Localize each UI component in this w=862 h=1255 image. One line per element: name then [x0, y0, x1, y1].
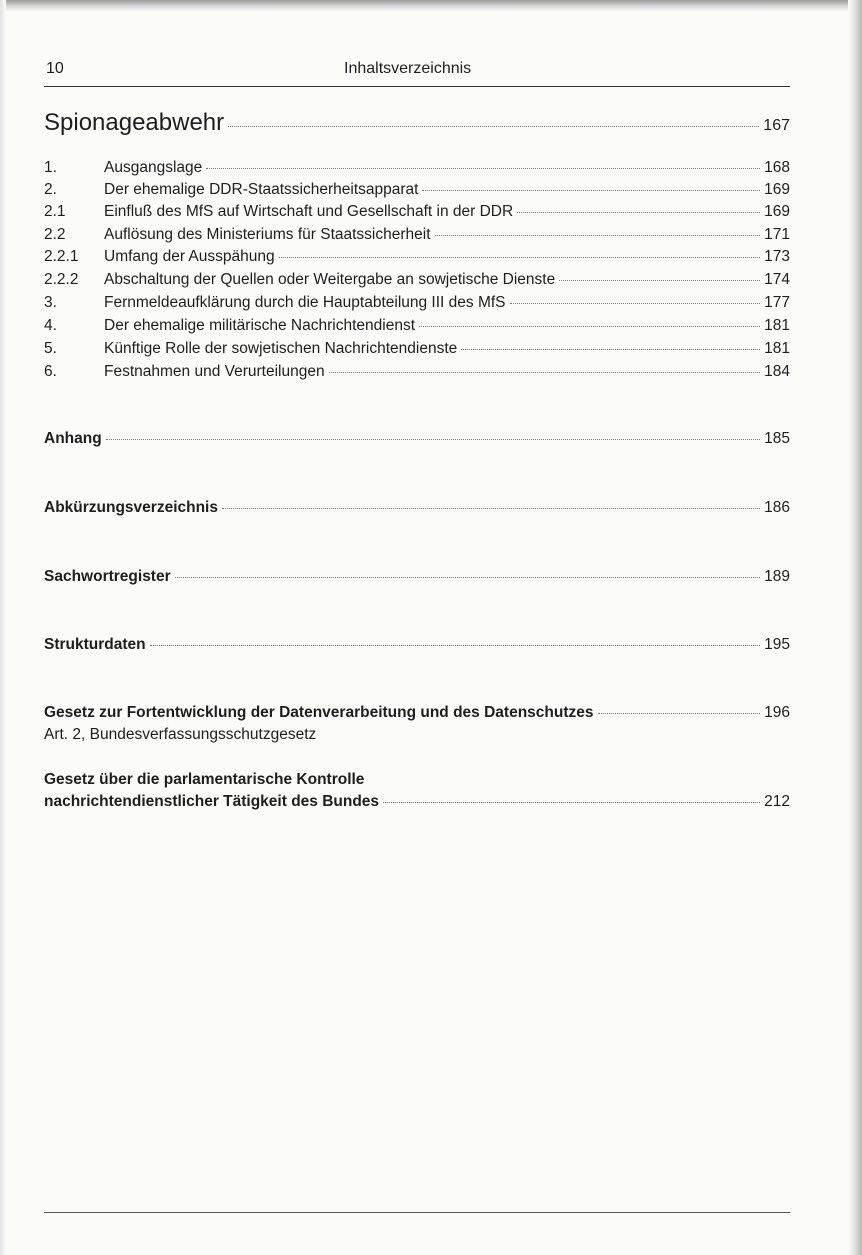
- appendix-label: Strukturdaten: [44, 636, 146, 653]
- dot-leader: [329, 372, 760, 373]
- appendix-page: 186: [764, 499, 790, 516]
- appendix-page: 185: [764, 430, 790, 447]
- toc-entry-label: Festnahmen und Verurteilungen: [104, 363, 325, 380]
- last-entry-line1: Gesetz über die parlamentarische Kontrolle: [44, 771, 365, 788]
- toc-entry-label: Der ehemalige militärische Nachrichtendienst: [104, 317, 415, 334]
- toc-entry-page: 174: [764, 271, 790, 288]
- toc-entry: [44, 363, 790, 381]
- page-right-edge: [848, 0, 862, 1255]
- toc-entry-label: Fernmeldeaufklärung durch die Hauptabteilung III des MfS: [104, 294, 506, 311]
- toc-entry: [44, 159, 790, 177]
- toc-entry: [44, 294, 790, 312]
- toc-entry-number: 1.: [44, 159, 57, 176]
- toc-entry-label: Abschaltung der Quellen oder Weitergabe an sowjetische Dienste: [104, 271, 556, 288]
- toc-entry-page: 173: [764, 248, 790, 265]
- toc-appendix-entry: [44, 568, 790, 586]
- toc-entry: [44, 203, 790, 221]
- toc-entry-number: 2.2.2: [44, 271, 79, 288]
- dot-leader: [279, 257, 760, 258]
- dot-leader: [222, 508, 760, 509]
- toc-entry-label: Künftige Rolle der sowjetischen Nachrichtendienste: [104, 340, 458, 357]
- toc-entry-page: 168: [764, 159, 790, 176]
- toc-entry-label: Auflösung des Ministeriums für Staatssicherheit: [104, 226, 431, 243]
- toc-entry-page: 181: [764, 340, 790, 357]
- footer-rule: [44, 1212, 790, 1213]
- dot-leader: [383, 802, 760, 803]
- dot-leader: [106, 439, 760, 440]
- toc-entry-page: 169: [764, 181, 790, 198]
- toc-entry-page: 177: [764, 294, 790, 311]
- dot-leader: [422, 190, 760, 191]
- toc-entry-label: Ausgangslage: [104, 159, 203, 176]
- dot-leader: [510, 303, 760, 304]
- header-rule: [44, 86, 790, 87]
- section-page: 167: [763, 117, 790, 134]
- page-left-edge: [0, 0, 6, 1255]
- toc-entry: [44, 317, 790, 335]
- toc-entry-number: 2.2.1: [44, 248, 79, 265]
- toc-entry-page: 181: [764, 317, 790, 334]
- toc-entry: [44, 226, 790, 244]
- appendix-label: Abkürzungsverzeichnis: [44, 499, 218, 516]
- toc-entry-number: 5.: [44, 340, 57, 357]
- dot-leader: [419, 326, 760, 327]
- toc-appendix-entry: [44, 636, 790, 654]
- page-header: [44, 60, 790, 82]
- appendix-label: Anhang: [44, 430, 102, 447]
- last-entry-line2: nachrichtendienstlicher Tätigkeit des Bundes: [44, 793, 380, 810]
- section-title: Spionageabwehr: [44, 109, 225, 136]
- toc-appendix-entry: [44, 430, 790, 448]
- page-number: 10: [46, 60, 64, 77]
- toc-entry-number: 6.: [44, 363, 57, 380]
- toc-appendix-entry: [44, 499, 790, 517]
- toc-entry-label: Einfluß des MfS auf Wirtschaft und Gesellschaft in der DDR: [104, 203, 514, 220]
- appendix-page: 195: [764, 636, 790, 653]
- toc-appendix-entry: [44, 793, 790, 811]
- toc-appendix-entry: [44, 704, 790, 722]
- toc-entry-number: 2.2: [44, 226, 66, 243]
- toc-entry-label: Der ehemalige DDR-Staatssicherheitsapparat: [104, 181, 419, 198]
- toc-entry-page: 169: [764, 203, 790, 220]
- dot-leader: [559, 280, 760, 281]
- toc-entry-number: 2.1: [44, 203, 66, 220]
- appendix-page: 189: [764, 568, 790, 585]
- toc-section-heading: [44, 109, 790, 137]
- dot-leader: [598, 713, 761, 714]
- appendix-label: Gesetz zur Fortentwicklung der Datenverarbeitung und des Datenschutzes: [44, 704, 594, 721]
- dot-leader: [435, 235, 760, 236]
- dot-leader: [150, 645, 760, 646]
- toc-entry: [44, 248, 790, 266]
- dot-leader: [228, 126, 759, 127]
- toc-entry: [44, 181, 790, 199]
- dot-leader: [517, 212, 760, 213]
- toc-entry-number: 4.: [44, 317, 57, 334]
- page-top-edge: [0, 0, 862, 12]
- dot-leader: [175, 577, 760, 578]
- toc-entry-number: 2.: [44, 181, 57, 198]
- appendix-note: Art. 2, Bundesverfassungsschutzgesetz: [44, 726, 317, 743]
- appendix-label: Sachwortregister: [44, 568, 171, 585]
- toc-entry: [44, 271, 790, 289]
- toc-entry-label: Umfang der Ausspähung: [104, 248, 275, 265]
- last-entry-page: 212: [764, 793, 790, 810]
- toc-entry-page: 184: [764, 363, 790, 380]
- dot-leader: [206, 168, 760, 169]
- running-head: Inhaltsverzeichnis: [344, 60, 472, 77]
- toc-entry-page: 171: [764, 226, 790, 243]
- toc-entry-number: 3.: [44, 294, 57, 311]
- toc-entry: [44, 340, 790, 358]
- dot-leader: [461, 349, 760, 350]
- appendix-page: 196: [764, 704, 790, 721]
